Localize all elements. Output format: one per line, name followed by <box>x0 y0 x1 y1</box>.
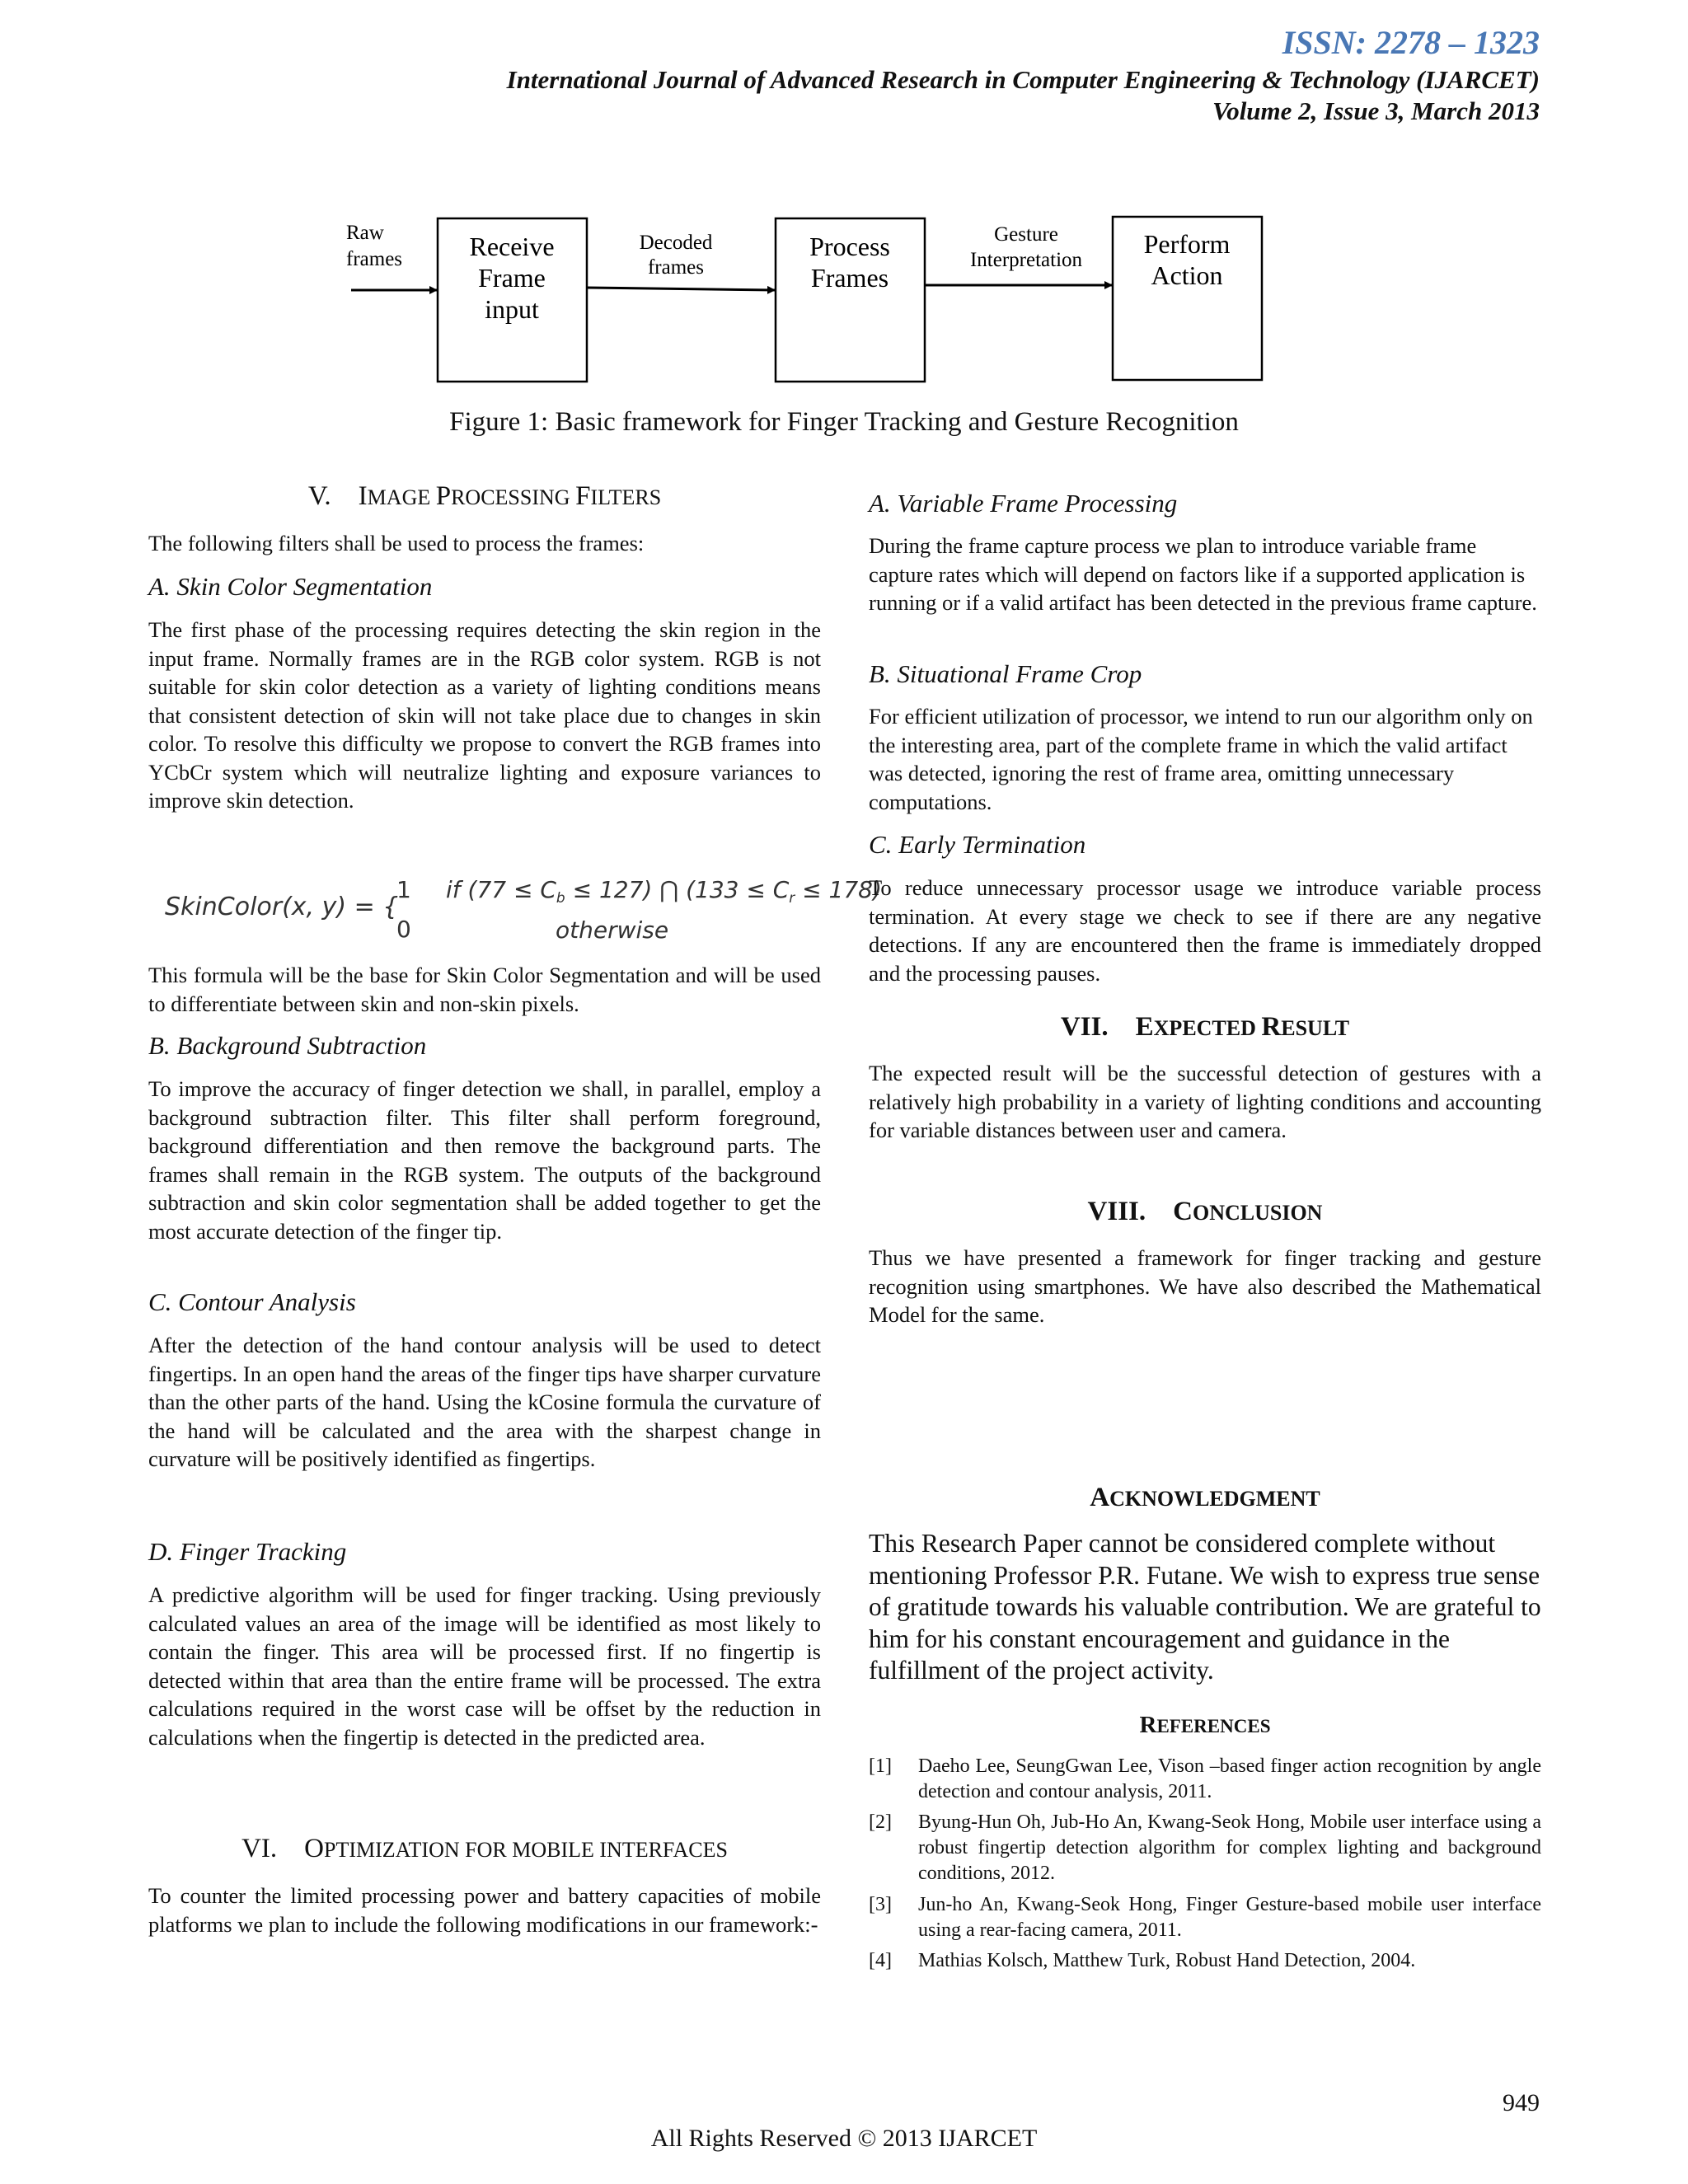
heading-initial: R <box>1139 1712 1157 1738</box>
gesture-interpretation-label-2: Interpretation <box>969 249 1083 271</box>
acknowledgment-heading <box>869 1483 1541 1514</box>
section-7-heading <box>869 1013 1541 1043</box>
subsection-b-text: To improve the accuracy of finger detection we shall, in parallel, employ a background subtraction filter. This filter shall perform foreground, background differentiation and then remove the background parts. The frames shall remain in the RGB system. The outputs of the background subtraction and skin color segmentation shall be added together to get the most accurate detection of the finger tip. <box>148 1076 821 1244</box>
heading-initial: R <box>1261 1012 1282 1042</box>
subsection-c-text: After the detection of the hand contour analysis will be used to detect fingertips. In an open hand the areas of the finger tips have sharper curvature than the other parts of the hand. Using the kCosine formula the curvature of the hand will be calculated and the area with the sharpest change in curvature will be positively identified as fingertips. <box>148 1333 821 1471</box>
heading-initial: O <box>304 1834 324 1863</box>
heading-rest: CKNOWLEDGMENT <box>1109 1487 1320 1511</box>
raw-frames-label-2: frames <box>346 248 403 270</box>
perform-action-label-2: Action <box>1151 260 1223 290</box>
heading-rest: ILTERS <box>590 485 662 509</box>
section-6-heading <box>148 1835 821 1865</box>
receive-frame-label-1: Receive <box>469 232 555 261</box>
decoded-frames-arrow <box>587 288 775 290</box>
section-number: VIII. <box>1087 1197 1146 1226</box>
reference-item <box>869 1810 1541 1886</box>
figure-1-diagram <box>0 0 1688 462</box>
heading-initial: A <box>1090 1483 1110 1512</box>
copyright-footer: All Rights Reserved © 2013 IJARCET <box>650 2125 1038 2152</box>
section-7-text: The expected result will be the successful detection of gestures with a relatively high probability in a variety of lighting conditions and accounting for variable distances between user and camera. <box>869 1061 1541 1142</box>
subsection-a-title: A. Skin Color Segmentation <box>148 572 433 601</box>
subsection-right-b-text: For efficient utilization of processor, we intend to run our algorithm only on the interesting area, part of the complete frame in which the valid artifact was detected, ignoring the rest of frame area, omitting unnecessary computations. <box>869 704 1533 814</box>
subsection-right-c-title: C. Early Termination <box>869 830 1086 859</box>
references-heading <box>869 1711 1541 1741</box>
reference-number: [3] <box>869 1894 892 1915</box>
reference-text: Daeho Lee, SeungGwan Lee, Vison –based finger action recognition by angle detection and contour analysis, 2011. <box>918 1755 1541 1802</box>
formula-lhs: SkinColor(x, y) = { <box>165 893 399 921</box>
subsection-right-a-title: A. Variable Frame Processing <box>869 489 1178 518</box>
process-frames-label-2: Frames <box>810 263 889 293</box>
subsection-a-text: The first phase of the processing requires detecting the skin region in the input frame. Normally frames are in the RGB color system. RGB is not suitable for skin color detection as a variety of lighting conditions means that consistent detection of skin will not take place due to changes in skin color. To resolve this difficulty we propose to convert the RGB frames into YCbCr system which will neutralize lighting and exposure variances to improve skin detection. <box>148 617 821 813</box>
heading-initial: F <box>575 481 591 511</box>
section-number: V. <box>307 481 331 511</box>
section-6-text: To counter the limited processing power and battery capacities of mobile platforms we plan to include the following modifications in our framework:- <box>148 1883 821 1937</box>
section-8-heading <box>869 1197 1541 1228</box>
formula-zero: 0 <box>396 916 411 943</box>
section-5-heading <box>148 482 821 513</box>
section-number: VI. <box>241 1834 278 1863</box>
reference-number: [1] <box>869 1755 892 1777</box>
journal-title: International Journal of Advanced Research in Computer Engineering & Technology (IJARCET) <box>506 65 1540 94</box>
formula-otherwise: otherwise <box>556 916 669 944</box>
heading-rest: MAGE <box>367 485 436 509</box>
section-8-text: Thus we have presented a framework for finger tracking and gesture recognition using smartphones. We have also described the Mathematical Model for the same. <box>869 1245 1541 1327</box>
subsection-d-text: A predictive algorithm will be used for finger tracking. Using previously calculated values an area of the image will be identified as most likely to contain the finger. This area will be processed first. If no fingertip is detected within that area than the entire frame will be processed. The extra calculations required in the worst case will be offset by the reduction in calculations when the fingertip is detected in the predicted area. <box>148 1582 821 1750</box>
skin-color-formula <box>162 867 882 944</box>
page-number: 949 <box>1503 2089 1540 2116</box>
reference-text: Mathias Kolsch, Matthew Turk, Robust Hand Detection, 2004. <box>918 1950 1416 1971</box>
issn-header: ISSN: 2278 – 1323 <box>1282 24 1540 61</box>
journal-volume: Volume 2, Issue 3, March 2013 <box>1212 96 1540 125</box>
reference-text: Byung-Hun Oh, Jub-Ho An, Kwang-Seok Hong, Mobile user interface using a robust fingertip detection algorithm for complex lighting and background conditions, 2012. <box>918 1811 1541 1884</box>
gesture-interpretation-label: Gesture <box>994 223 1058 246</box>
subsection-right-c-text: To reduce unnecessary processor usage we introduce variable process termination. At every stage we check to see if there are any negative detections. If any are encountered then the frame is immediately dropped and the processing pauses. <box>869 875 1541 986</box>
subsection-right-a-text: During the frame capture process we plan to introduce variable frame capture rates which will depend on factors like if a supported application is running or if a valid artifact has been detected in the previous frame capture. <box>869 533 1537 615</box>
receive-frame-label-2: Frame <box>478 263 546 293</box>
heading-rest: EFERENCES <box>1156 1716 1271 1736</box>
reference-number: [4] <box>869 1950 892 1971</box>
formula-one: 1 <box>396 876 411 903</box>
reference-item <box>869 1948 1541 1974</box>
reference-item <box>869 1892 1541 1943</box>
reference-item <box>869 1754 1541 1805</box>
subsection-b-title: B. Background Subtraction <box>148 1031 427 1060</box>
formula-condition: if $(77 \le C_b \le 127)$ ⋂ $(133 \le C_r \le 178)$ <box>446 876 882 907</box>
raw-frames-label: Raw <box>346 222 384 244</box>
decoded-frames-label-2: frames <box>647 256 705 279</box>
perform-action-label-1: Perform <box>1143 229 1231 259</box>
process-frames-label-1: Process <box>809 232 890 261</box>
heading-initial: E <box>1135 1012 1154 1042</box>
reference-number: [2] <box>869 1811 892 1833</box>
heading-rest: ESULT <box>1281 1016 1350 1040</box>
heading-rest: ROCESSING <box>451 485 576 509</box>
section-number: VII. <box>1060 1012 1109 1042</box>
reference-text: Jun-ho An, Kwang-Seok Hong, Finger Gesture-based mobile user interface using a rear-facing camera, 2011. <box>918 1894 1541 1941</box>
section-5-intro: The following filters shall be used to process the frames: <box>148 531 645 555</box>
subsection-d-title: D. Finger Tracking <box>148 1537 347 1566</box>
acknowledgment-text: This Research Paper cannot be considered complete without mentioning Professor P.R. Futane. We wish to express true sense of gratitude towards his valuable contribution. We are grateful to him for his constant encouragement and guidance in the fulfillment of the project activity. <box>869 1529 1541 1685</box>
heading-initial: C <box>1173 1197 1193 1226</box>
heading-rest: XPECTED <box>1153 1016 1262 1040</box>
heading-initial: I <box>358 481 368 511</box>
heading-rest: PTIMIZATION FOR MOBILE INTERFACES <box>324 1838 728 1862</box>
heading-rest: ONCLUSION <box>1192 1201 1323 1225</box>
heading-initial: P <box>435 481 452 511</box>
subsection-right-b-title: B. Situational Frame Crop <box>869 659 1142 688</box>
subsection-a-after: This formula will be the base for Skin Color Segmentation and will be used to differentiate between skin and non-skin pixels. <box>148 963 821 1016</box>
decoded-frames-label: Decoded <box>639 232 713 254</box>
receive-frame-label-3: input <box>485 294 539 324</box>
figure-caption: Figure 1: Basic framework for Finger Tracking and Gesture Recognition <box>449 407 1239 437</box>
subsection-c-title: C. Contour Analysis <box>148 1287 356 1316</box>
